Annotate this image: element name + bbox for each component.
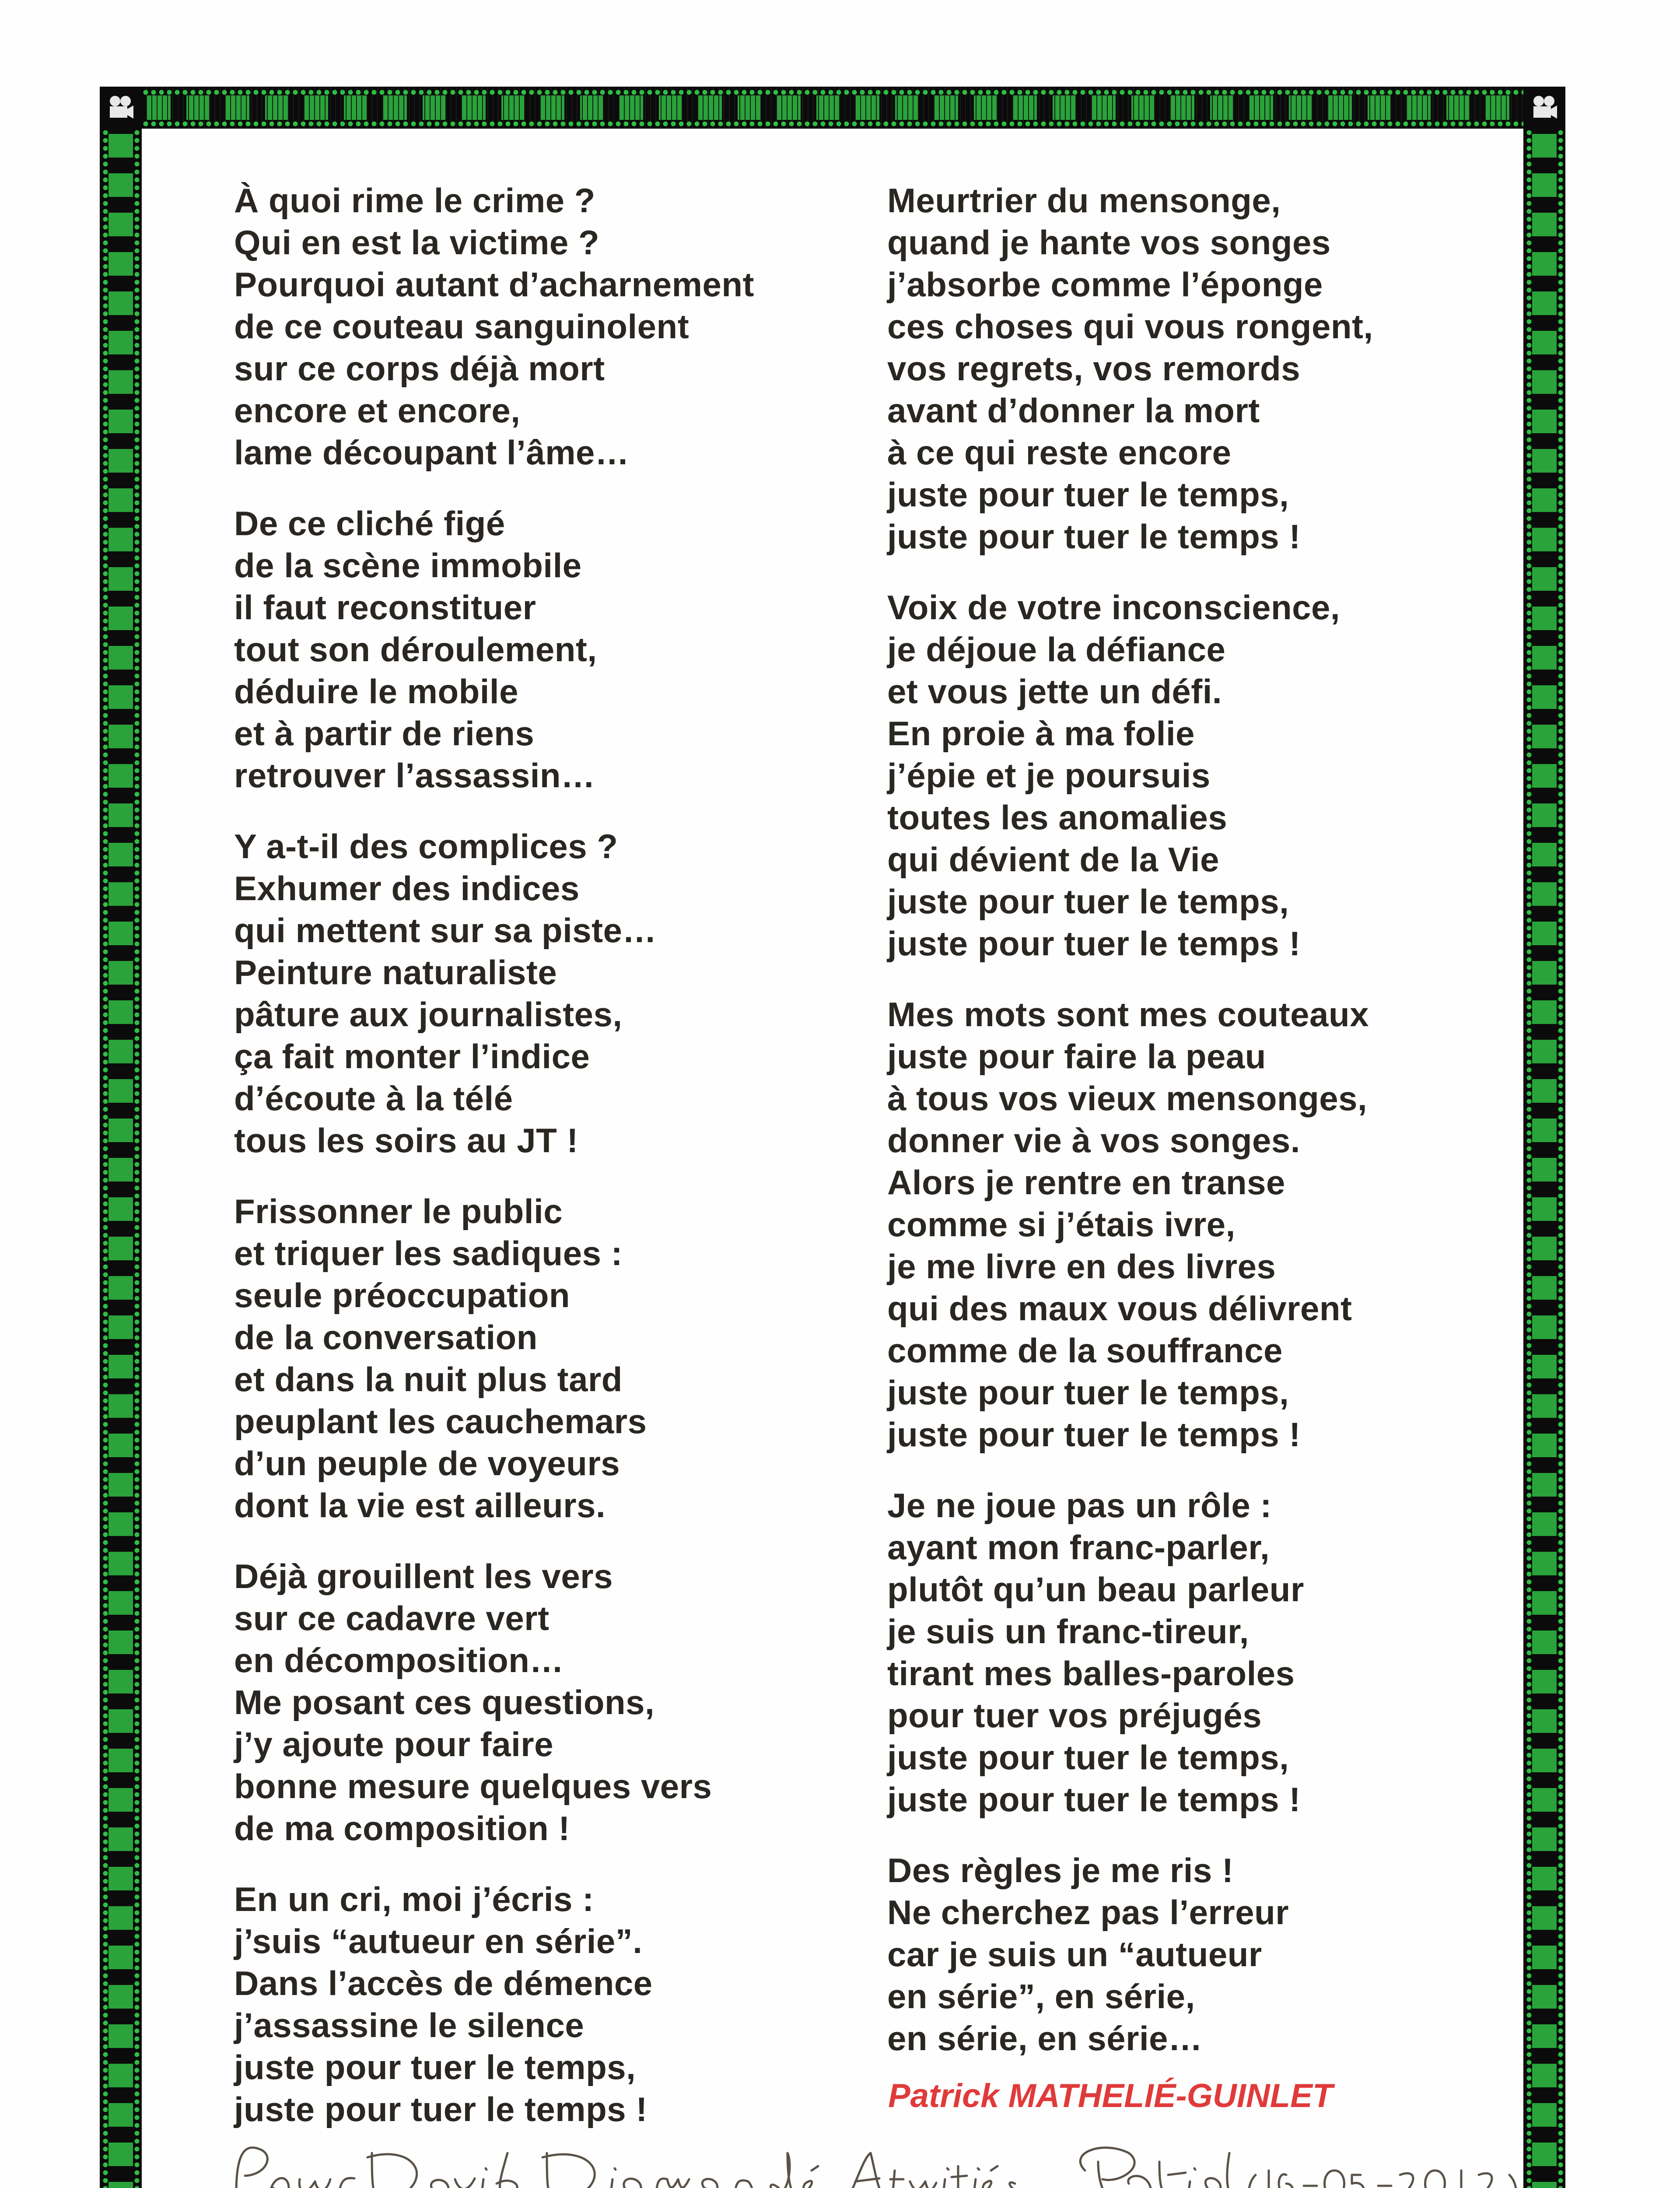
poem-line: donner vie à vos songes. bbox=[887, 1121, 1300, 1160]
poem-line: bonne mesure quelques vers bbox=[234, 1767, 712, 1806]
handwritten-signature bbox=[228, 2127, 1540, 2188]
poem-line: À quoi rime le crime ? bbox=[234, 181, 595, 220]
poem-line: Alors je rentre en transe bbox=[887, 1163, 1285, 1202]
poem-line: juste pour tuer le temps, bbox=[887, 475, 1289, 514]
poem-stanza bbox=[887, 1849, 1500, 2059]
poem-line: lame découpant l’âme… bbox=[234, 433, 630, 472]
poem-line: juste pour tuer le temps ! bbox=[887, 1415, 1301, 1454]
poem-stanza bbox=[234, 1190, 868, 1526]
poem-line: j’épie et je poursuis bbox=[887, 756, 1211, 795]
poem-line: retrouver l’assassin… bbox=[234, 756, 595, 795]
poem-line: d’un peuple de voyeurs bbox=[234, 1444, 620, 1483]
poem-line: juste pour tuer le temps, bbox=[887, 882, 1289, 921]
poem-line: Des règles je me ris ! bbox=[887, 1851, 1234, 1890]
poem-line: j’y ajoute pour faire bbox=[234, 1725, 553, 1764]
poem-line: car je suis un “autueur bbox=[887, 1935, 1262, 1974]
poem-line: j’assassine le silence bbox=[234, 2006, 584, 2044]
poem-line: Pourquoi autant d’acharnement bbox=[234, 265, 754, 304]
poem-line: qui dévient de la Vie bbox=[887, 840, 1219, 879]
poem-line: d’écoute à la télé bbox=[234, 1079, 513, 1118]
poem-line: encore et encore, bbox=[234, 391, 521, 430]
poem-line: j’suis “autueur en série”. bbox=[234, 1922, 643, 1960]
poem-line: ces choses qui vous rongent, bbox=[887, 307, 1373, 346]
sprocket-col-left-inner bbox=[133, 129, 141, 2188]
poem-line: Je ne joue pas un rôle : bbox=[887, 1486, 1272, 1525]
poem-line: vos regrets, vos remords bbox=[887, 349, 1301, 388]
sprocket-col-right-inner bbox=[1525, 129, 1533, 2188]
poem-line: Meurtrier du mensonge, bbox=[887, 181, 1281, 220]
poem-line: tout son déroulement, bbox=[234, 630, 597, 669]
poem-line: Voix de votre inconscience, bbox=[887, 588, 1340, 627]
poem-line: sur ce corps déjà mort bbox=[234, 349, 605, 388]
poem-line: Mes mots sont mes couteaux bbox=[887, 995, 1369, 1034]
poem-line: juste pour tuer le temps, bbox=[887, 1738, 1289, 1777]
poem-line: juste pour tuer le temps ! bbox=[887, 517, 1301, 556]
poem-line: juste pour tuer le temps ! bbox=[887, 1780, 1301, 1819]
poem-right-column bbox=[887, 179, 1500, 2088]
poem-line: ça fait monter l’indice bbox=[234, 1037, 590, 1076]
poem-line: je me livre en des livres bbox=[887, 1247, 1276, 1286]
poem-stanza bbox=[234, 1878, 868, 2130]
poem-line: de ce couteau sanguinolent bbox=[234, 307, 690, 346]
poem-line: Déjà grouillent les vers bbox=[234, 1557, 613, 1595]
poem-stanza bbox=[234, 502, 868, 796]
poem-line: tirant mes balles-paroles bbox=[887, 1654, 1295, 1693]
poem-line: comme de la souffrance bbox=[887, 1331, 1283, 1370]
film-camera-icon bbox=[100, 87, 142, 129]
poem-line: qui mettent sur sa piste… bbox=[234, 911, 657, 950]
poem-line: juste pour tuer le temps, bbox=[887, 1373, 1289, 1412]
poem-line: de ma composition ! bbox=[234, 1809, 570, 1848]
poem-line: Frissonner le public bbox=[234, 1192, 563, 1231]
poem-stanza bbox=[887, 179, 1500, 558]
poem-line: plutôt qu’un beau parleur bbox=[887, 1570, 1304, 1609]
poem-line: seule préoccupation bbox=[234, 1276, 570, 1315]
poem-line: pâture aux journalistes, bbox=[234, 995, 623, 1034]
poem-stanza bbox=[234, 1555, 868, 1849]
poem-line: en décomposition… bbox=[234, 1641, 564, 1680]
poem-line: juste pour tuer le temps, bbox=[234, 2048, 636, 2086]
poem-line: avant d’donner la mort bbox=[887, 391, 1260, 430]
poem-line: je suis un franc-tireur, bbox=[887, 1612, 1249, 1651]
poem-line: en série”, en série, bbox=[887, 1977, 1195, 2016]
poem-line: Qui en est la victime ? bbox=[234, 223, 600, 262]
poem-line: comme si j’étais ivre, bbox=[887, 1205, 1236, 1244]
poem-line: juste pour tuer le temps ! bbox=[234, 2090, 648, 2128]
poem-line: et dans la nuit plus tard bbox=[234, 1360, 623, 1399]
poem-line: et vous jette un défi. bbox=[887, 672, 1222, 711]
poem-line: Ne cherchez pas l’erreur bbox=[887, 1893, 1289, 1932]
poem-stanza bbox=[234, 825, 868, 1161]
poem-line: en série, en série… bbox=[887, 2019, 1203, 2058]
poem-line: peuplant les cauchemars bbox=[234, 1402, 647, 1441]
author-name: Patrick MATHELIÉ-GUINLET bbox=[888, 2077, 1333, 2114]
poem-line: j’absorbe comme l’éponge bbox=[887, 265, 1323, 304]
poem-line: à ce qui reste encore bbox=[887, 433, 1232, 472]
poem-line: En proie à ma folie bbox=[887, 714, 1195, 753]
poem-line: Peinture naturaliste bbox=[234, 953, 557, 992]
poem-stanza bbox=[234, 179, 868, 473]
poem-line: tous les soirs au JT ! bbox=[234, 1121, 578, 1160]
poem-line: il faut reconstituer bbox=[234, 588, 536, 627]
poem-line: de la scène immobile bbox=[234, 546, 582, 585]
sprocket-col-right-outer bbox=[1557, 129, 1564, 2188]
poem-line: sur ce cadavre vert bbox=[234, 1599, 550, 1637]
poem-line: Me posant ces questions, bbox=[234, 1683, 655, 1722]
poem-line: je déjoue la défiance bbox=[887, 630, 1226, 669]
sprocket-col-left-outer bbox=[102, 129, 109, 2188]
poem-line: Y a-t-il des complices ? bbox=[234, 827, 618, 866]
poem-line: quand je hante vos songes bbox=[887, 223, 1331, 262]
poem-line: En un cri, moi j’écris : bbox=[234, 1880, 594, 1918]
poem-line: Dans l’accès de démence bbox=[234, 1964, 653, 2002]
poem-line: pour tuer vos préjugés bbox=[887, 1696, 1262, 1735]
poem-line: et à partir de riens bbox=[234, 714, 535, 753]
poem-line: toutes les anomalies bbox=[887, 798, 1228, 837]
film-camera-icon bbox=[1523, 87, 1565, 129]
poem-line: Exhumer des indices bbox=[234, 869, 580, 908]
poem-line: juste pour faire la peau bbox=[887, 1037, 1266, 1076]
poem-line: dont la vie est ailleurs. bbox=[234, 1486, 606, 1525]
poem-stanza bbox=[887, 586, 1500, 964]
poem-line: déduire le mobile bbox=[234, 672, 518, 711]
poem-line: qui des maux vous délivrent bbox=[887, 1289, 1352, 1328]
poem-stanza bbox=[887, 993, 1500, 1455]
poem-line: et triquer les sadiques : bbox=[234, 1234, 623, 1273]
poem-line: ayant mon franc-parler, bbox=[887, 1528, 1270, 1567]
poem-line: De ce cliché figé bbox=[234, 504, 505, 543]
poem-line: de la conversation bbox=[234, 1318, 538, 1357]
poem-left-column bbox=[234, 179, 868, 2159]
poem-line: juste pour tuer le temps ! bbox=[887, 924, 1301, 963]
poem-line: à tous vos vieux mensonges, bbox=[887, 1079, 1368, 1118]
poem-stanza bbox=[887, 1484, 1500, 1820]
sprocket-row-top-inner bbox=[142, 120, 1523, 128]
sprocket-row-top-outer bbox=[142, 88, 1523, 96]
